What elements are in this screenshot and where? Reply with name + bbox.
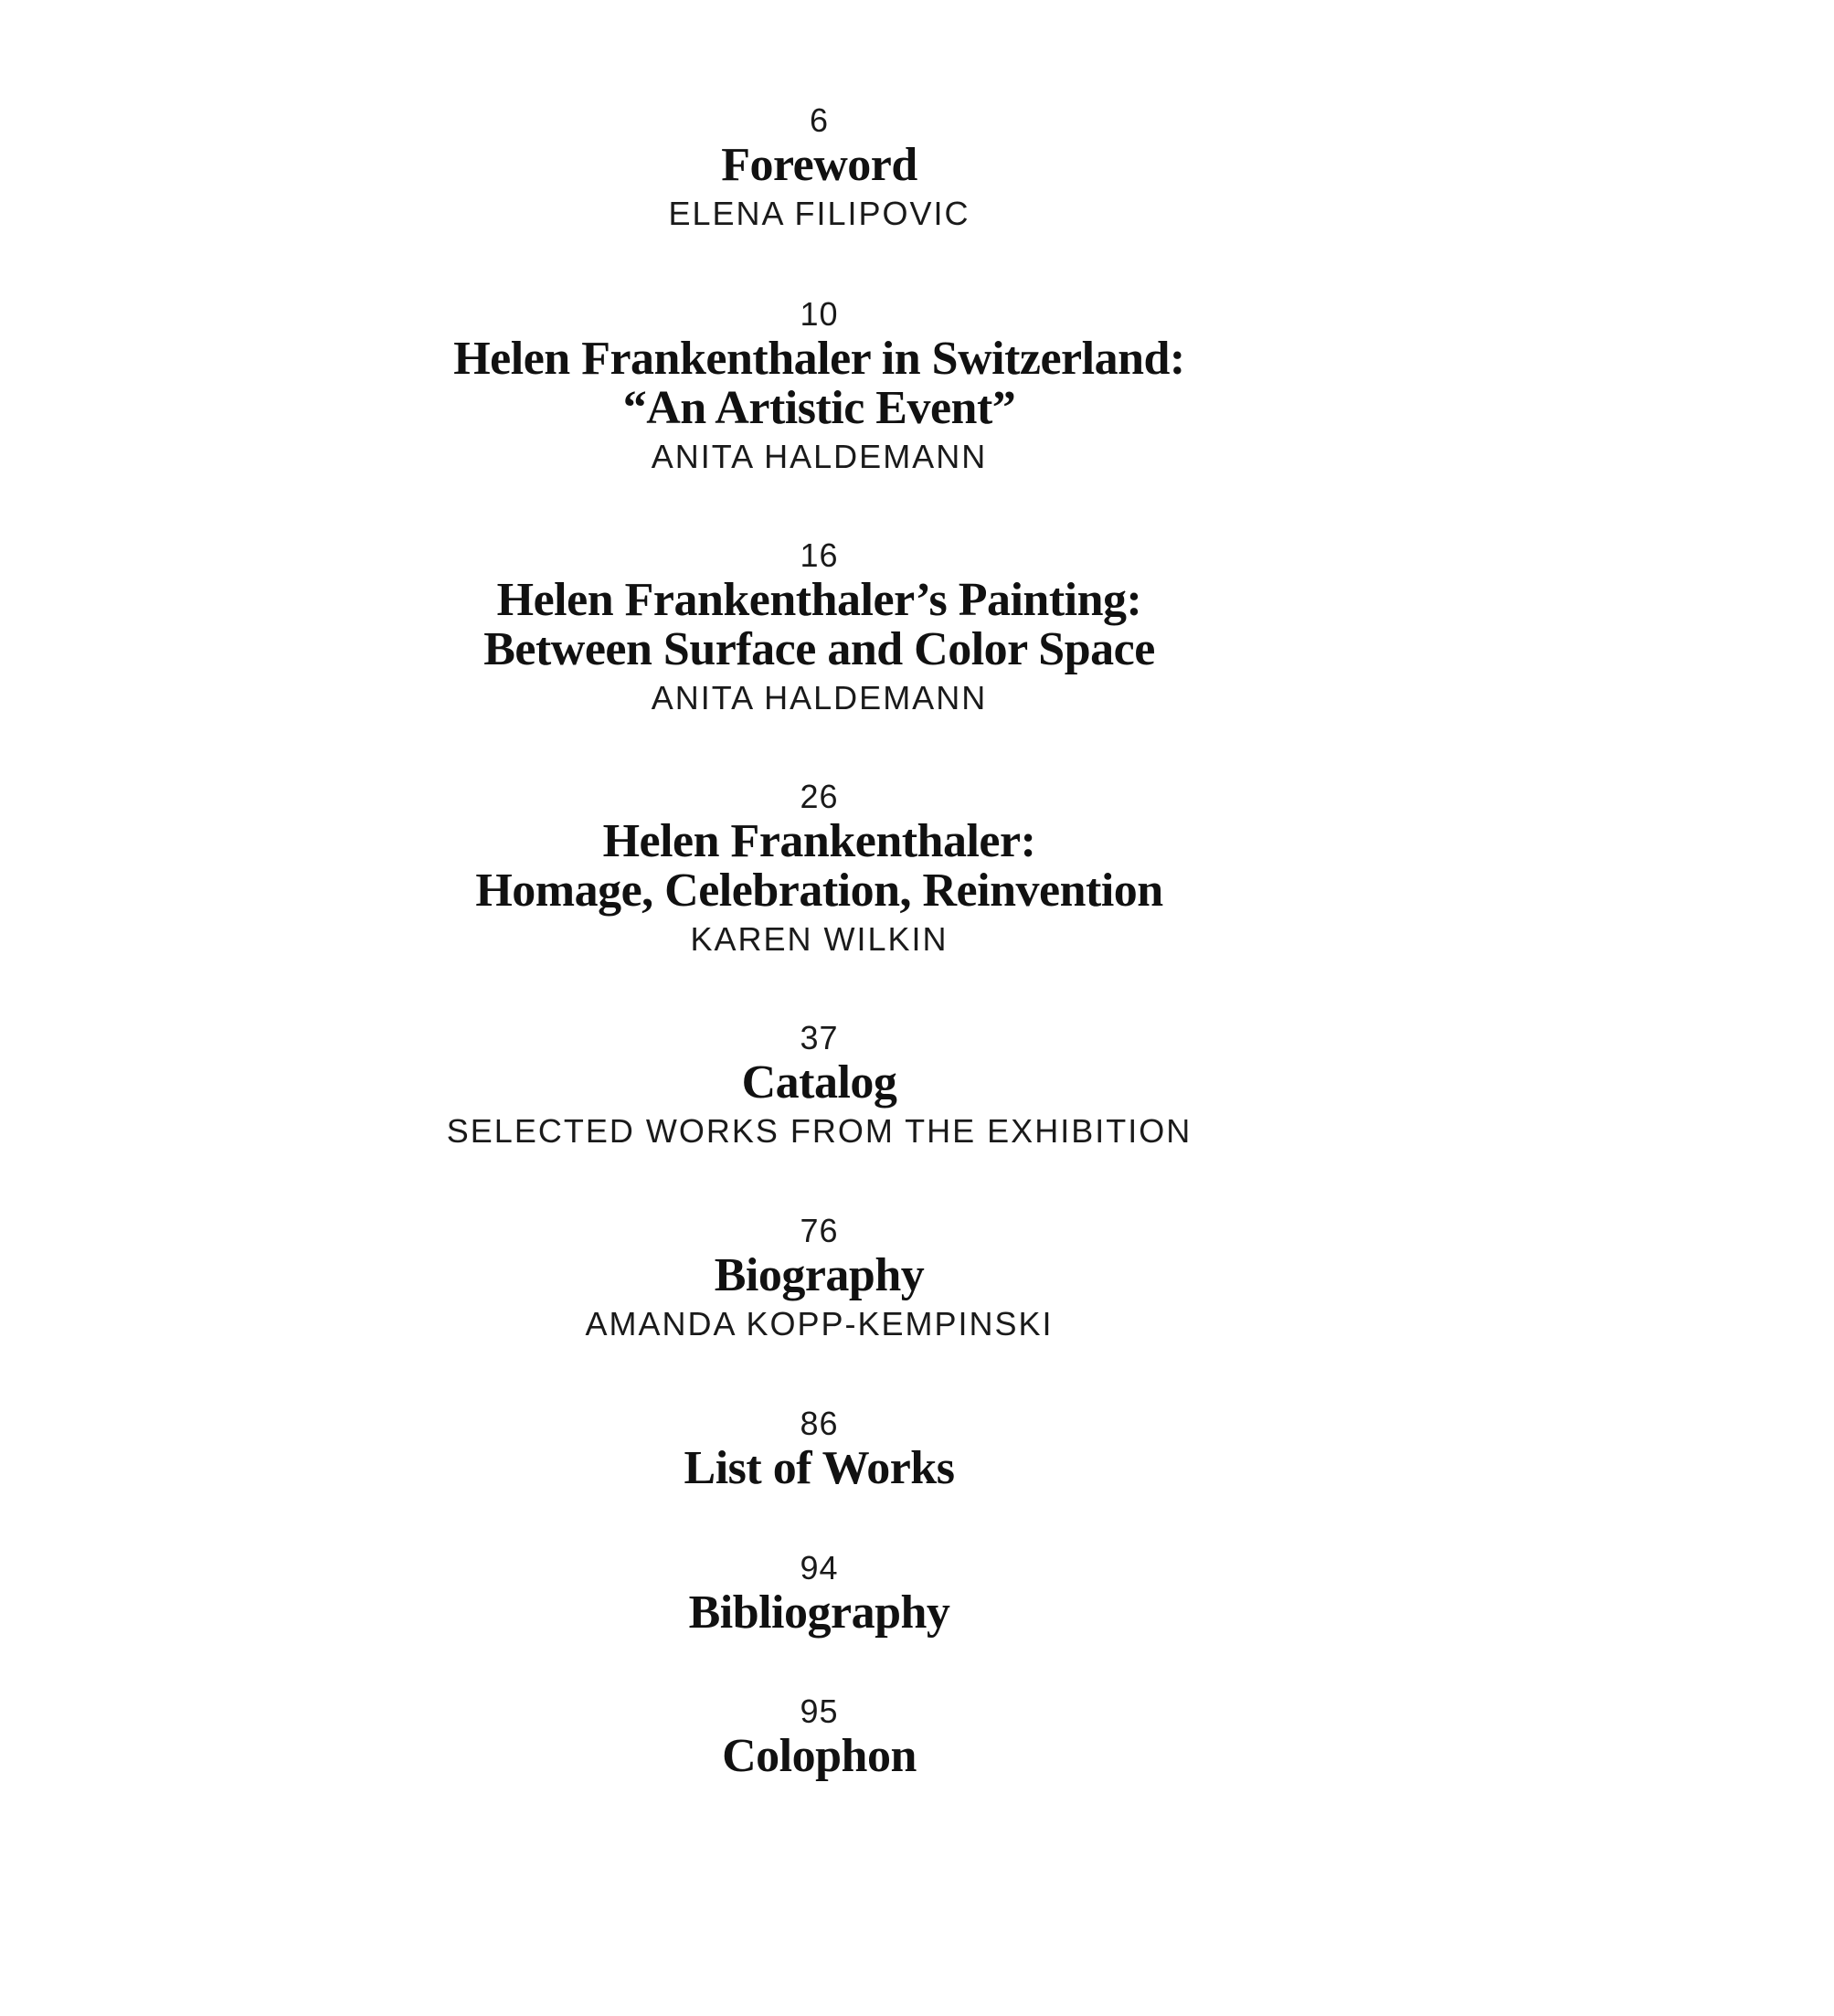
entry-author: AMANDA KOPP-KEMPINSKI — [585, 1305, 1054, 1342]
page-number: 94 — [800, 1549, 839, 1586]
toc-entry-bibliography[interactable] — [0, 1548, 1834, 1638]
entry-title — [0, 334, 1736, 433]
page-number: 6 — [809, 101, 830, 139]
page-number: 26 — [800, 778, 839, 815]
toc-entry-switzerland[interactable] — [0, 294, 1834, 481]
title-line: Between Surface and Color Space — [483, 623, 1155, 675]
entry-title — [0, 1588, 1736, 1638]
toc-entry-biography[interactable] — [0, 1211, 1834, 1348]
page-number: 86 — [800, 1405, 839, 1442]
title-line: Homage, Celebration, Reinvention — [475, 865, 1163, 917]
title-line: Colophon — [722, 1730, 917, 1782]
title-line: Biography — [714, 1249, 925, 1301]
toc-entry-catalog[interactable] — [0, 1018, 1834, 1155]
entry-title — [0, 141, 1736, 190]
title-line: List of Works — [684, 1442, 955, 1494]
page-number: 95 — [800, 1692, 839, 1730]
entry-author: ANITA HALDEMANN — [651, 438, 988, 475]
entry-title — [0, 1444, 1736, 1493]
toc-entry-colophon[interactable] — [0, 1692, 1834, 1781]
toc-entry-foreword[interactable] — [0, 101, 1834, 238]
title-line: “An Artistic Event” — [622, 382, 1016, 434]
entry-title — [0, 1251, 1736, 1300]
title-line: Helen Frankenthaler: — [602, 815, 1036, 867]
entry-title — [0, 1732, 1736, 1781]
entry-author: SELECTED WORKS FROM THE EXHIBITION — [446, 1112, 1193, 1150]
page-number: 37 — [800, 1019, 839, 1056]
entry-author: ANITA HALDEMANN — [651, 679, 988, 716]
title-line: Catalog — [741, 1056, 897, 1109]
title-line: Foreword — [721, 139, 917, 191]
entry-title — [0, 576, 1736, 674]
entry-author: KAREN WILKIN — [690, 920, 949, 958]
toc-entry-homage[interactable] — [0, 777, 1834, 963]
title-line: Bibliography — [688, 1586, 950, 1639]
title-line: Helen Frankenthaler’s Painting: — [496, 574, 1142, 626]
page-number: 76 — [800, 1212, 839, 1249]
entry-title — [0, 817, 1736, 916]
toc-entry-painting[interactable] — [0, 536, 1834, 722]
toc-entry-list-of-works[interactable] — [0, 1404, 1834, 1493]
entry-author: ELENA FILIPOVIC — [668, 195, 970, 232]
page-number: 16 — [800, 536, 839, 574]
page-number: 10 — [800, 295, 839, 333]
title-line: Helen Frankenthaler in Switzerland: — [453, 333, 1185, 385]
entry-title — [0, 1058, 1736, 1108]
